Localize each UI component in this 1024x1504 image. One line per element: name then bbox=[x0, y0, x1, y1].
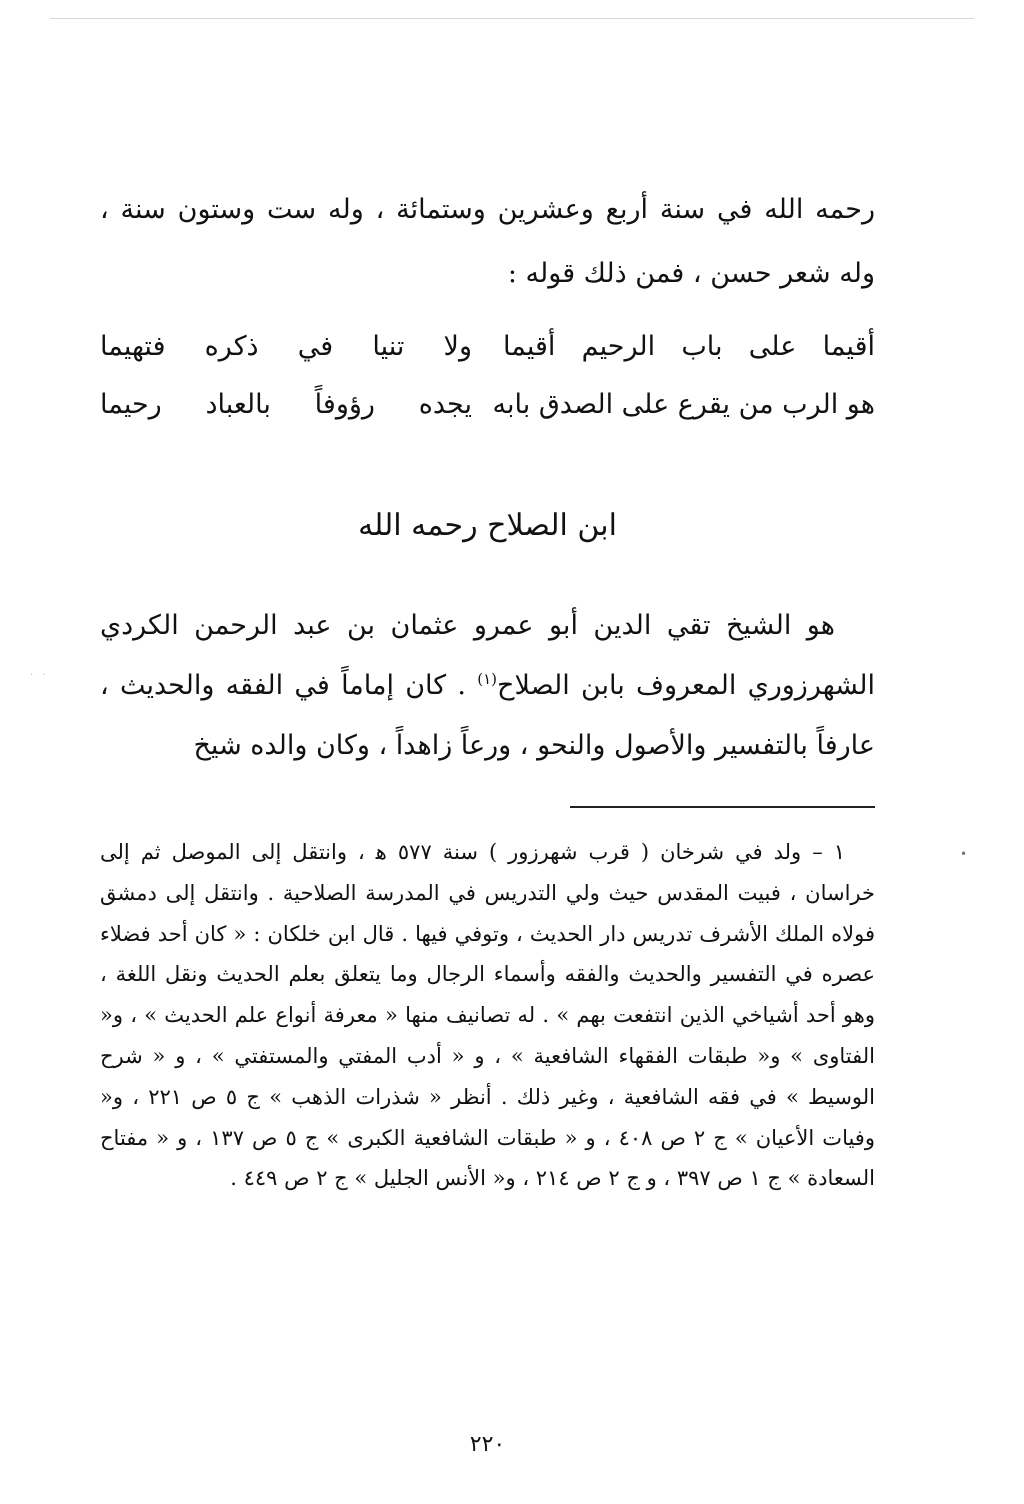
poem bbox=[100, 318, 875, 434]
page-number: ٢٢٠ bbox=[469, 1432, 506, 1457]
section-title: ابن الصلاح رحمه الله bbox=[358, 508, 617, 543]
footnote-divider bbox=[570, 806, 875, 808]
body-paragraph bbox=[100, 596, 875, 776]
poem-line bbox=[100, 318, 875, 376]
margin-speck: · · bbox=[30, 670, 49, 681]
poem-line bbox=[100, 376, 875, 434]
poem-hemistich-second: ولا تنيا في ذكره فتهيما bbox=[100, 331, 472, 362]
footnote-paragraph: ١ – ولد في شرخان ( قرب شهرزور ) سنة ٥٧٧ ﻫ ، وانتقل إلى الموصل ثم إلى خراسان ، فبيت المقدس حيث ولي التدريس في المدرسة الصلاحية . وانتقل إلى دمشق فولاه الملك الأشرف تدريس دار الحديث ، وتوفي فيها . قال ابن خلكان : « كان أحد فضلاء عصره في التفسير والحديث والفقه وأسماء الرجال وما يتعلق بعلم الحديث ونقل اللغة ، وهو أحد أشياخي الذين انتفعت بهم » . له تصانيف منها « معرفة أنواع علم الحديث » ، و« الفتاوى » و« طبقات الفقهاء الشافعية » ، و « أدب المفتي والمستفتي » ، و « شرح الوسيط » في فقه الشافعية ، وغير ذلك . أنظر « شذرات الذهب » ج ٥ ص ٢٢١ ، و« وفيات الأعيان » ج ٢ ص ٤٠٨ ، و « طبقات الشافعية الكبرى » ج ٥ ص ١٣٧ ، و « مفتاح السعادة » ج ١ ص ٣٩٧ ، و ج ٢ ص ٢١٤ ، و« الأنس الجليل » ج ٢ ص ٤٤٩ . bbox=[100, 840, 876, 1191]
poem-hemistich-first: أقيما على باب الرحيم أقيما bbox=[503, 331, 875, 362]
margin-speck: • bbox=[960, 847, 968, 861]
poem-hemistich-second: يجده رؤوفاً بالعباد رحيما bbox=[100, 389, 472, 420]
page bbox=[100, 0, 875, 1504]
body-text-before-ref: هو الشيخ تقي الدين أبو عمرو عثمان بن عبد الرحمن الكردي الشهرزوري المعروف بابن الصلاح bbox=[100, 610, 875, 701]
poem-hemistich-first: هو الرب من يقرع على الصدق بابه bbox=[492, 389, 875, 420]
intro-paragraph: رحمه الله في سنة أربع وعشرين وستمائة ، وله ست وستون سنة ، وله شعر حسن ، فمن ذلك قوله : bbox=[100, 194, 875, 289]
body-text-after-ref: . كان إماماً في الفقه والحديث ، عارفاً بالتفسير والأصول والنحو ، ورعاً زاهداً ، وكان والده شيخ bbox=[100, 670, 875, 761]
footnote-reference[interactable]: (١) bbox=[477, 670, 498, 688]
